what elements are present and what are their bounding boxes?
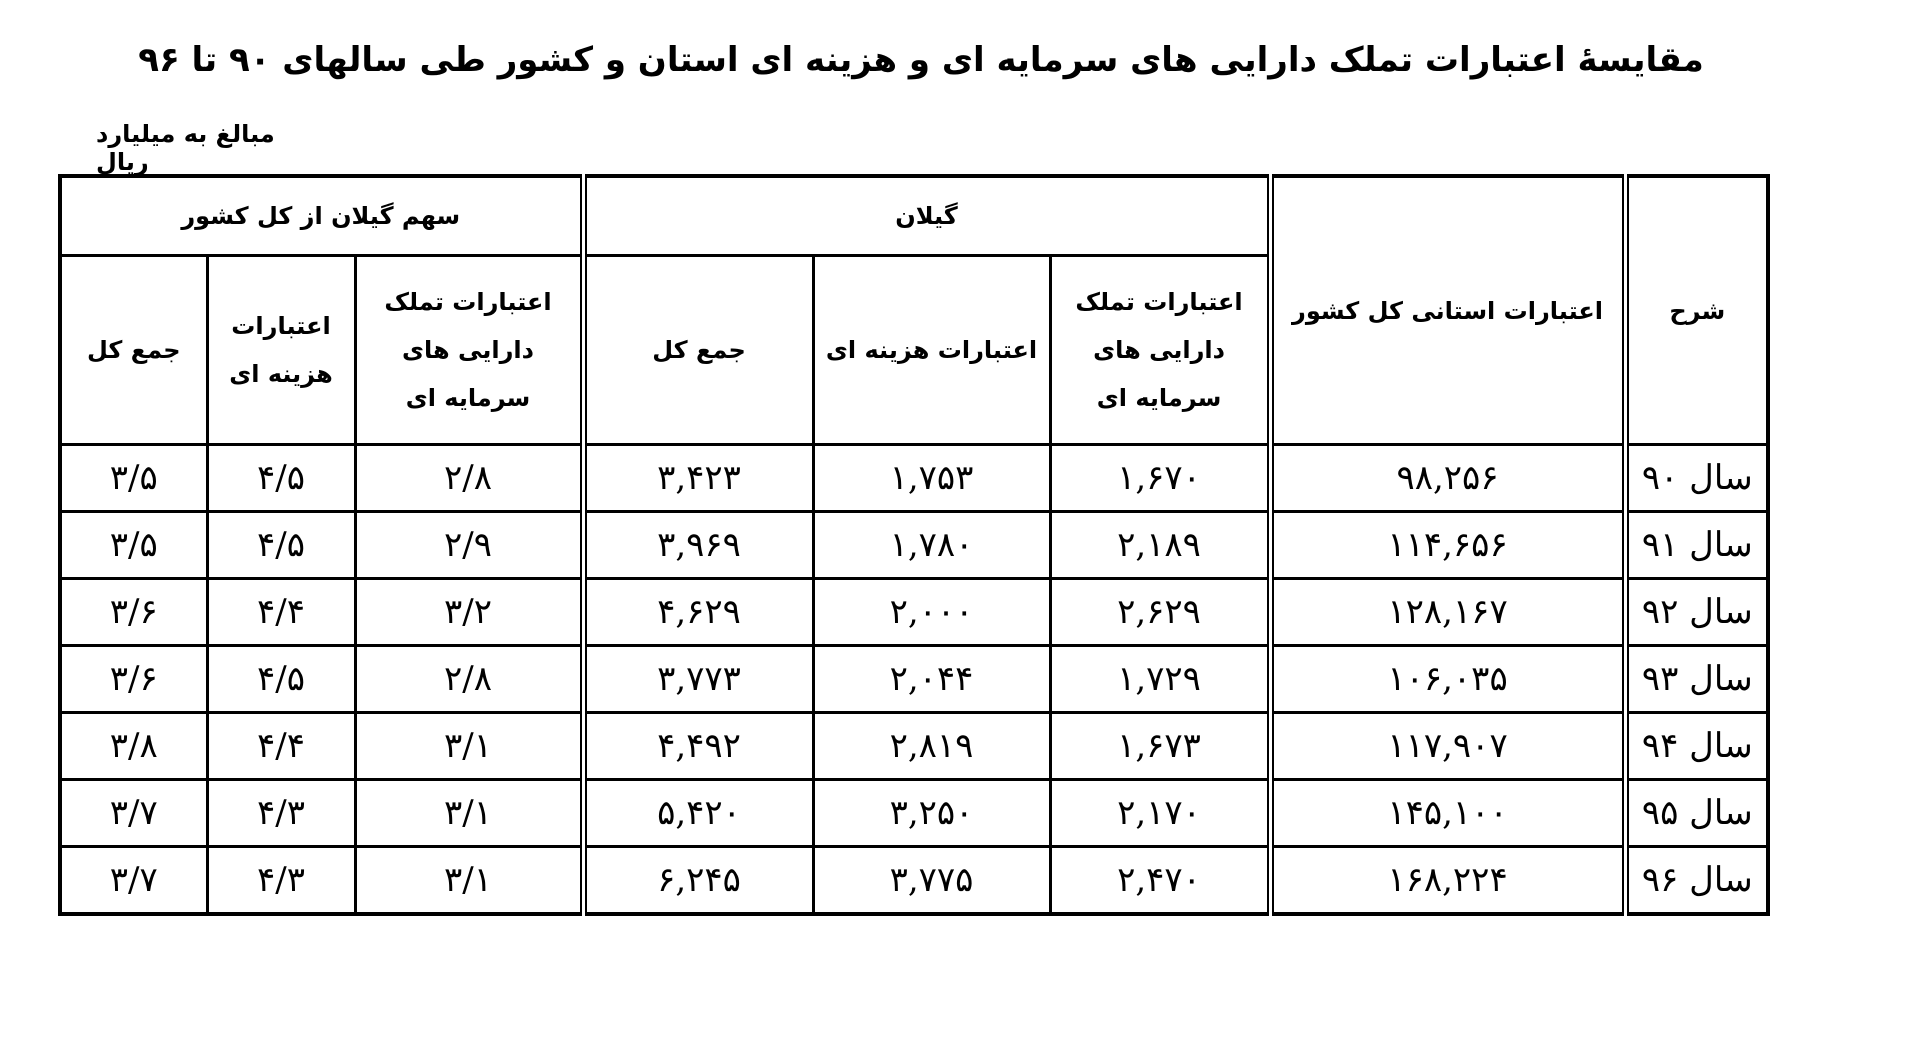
cell-national: ۱۴۵,۱۰۰ [1270,780,1625,847]
header-share-current: اعتبارات هزینه ای [207,256,355,445]
cell-current: ۳,۲۵۰ [813,780,1050,847]
cell-capital: ۱,۶۷۰ [1050,445,1270,512]
cell-total: ۴,۶۲۹ [583,579,813,646]
cell-capital: ۱,۷۲۹ [1050,646,1270,713]
cell-share-total: ۳/۵ [60,445,207,512]
table-row [60,512,1768,579]
cell-capital: ۲,۱۷۰ [1050,780,1270,847]
cell-share-capital: ۳/۲ [355,579,583,646]
cell-share-capital: ۳/۱ [355,780,583,847]
cell-share-total: ۳/۸ [60,713,207,780]
table-row [60,713,1768,780]
cell-share-capital: ۲/۸ [355,646,583,713]
table-row [60,445,1768,512]
cell-share-current: ۴/۳ [207,847,355,915]
cell-national: ۹۸,۲۵۶ [1270,445,1625,512]
cell-share-total: ۳/۶ [60,579,207,646]
cell-capital: ۱,۶۷۳ [1050,713,1270,780]
header-gilan-capital: اعتبارات تملک دارایی های سرمایه ای [1050,256,1270,445]
header-national-total: اعتبارات استانی کل کشور [1270,176,1625,445]
header-description: شرح [1625,176,1768,445]
header-gilan-group: گیلان [583,176,1270,256]
cell-share-total: ۳/۶ [60,646,207,713]
header-share-capital: اعتبارات تملک دارایی های سرمایه ای [355,256,583,445]
cell-current: ۲,۰۰۰ [813,579,1050,646]
header-share-total: جمع کل [60,256,207,445]
table-row [60,847,1768,915]
cell-total: ۵,۴۲۰ [583,780,813,847]
cell-share-capital: ۲/۸ [355,445,583,512]
cell-total: ۳,۷۷۳ [583,646,813,713]
cell-current: ۱,۷۵۳ [813,445,1050,512]
cell-year: سال ۹۳ [1625,646,1768,713]
cell-current: ۱,۷۸۰ [813,512,1050,579]
cell-current: ۳,۷۷۵ [813,847,1050,915]
header-gilan-total: جمع کل [583,256,813,445]
cell-share-current: ۴/۵ [207,512,355,579]
cell-capital: ۲,۶۲۹ [1050,579,1270,646]
cell-year: سال ۹۲ [1625,579,1768,646]
cell-share-current: ۴/۴ [207,713,355,780]
cell-year: سال ۹۰ [1625,445,1768,512]
cell-capital: ۲,۱۸۹ [1050,512,1270,579]
cell-total: ۳,۴۲۳ [583,445,813,512]
unit-note: مبالغ به میلیارد ریال [96,120,275,176]
cell-national: ۱۱۷,۹۰۷ [1270,713,1625,780]
cell-year: سال ۹۴ [1625,713,1768,780]
cell-national: ۱۰۶,۰۳۵ [1270,646,1625,713]
cell-share-current: ۴/۳ [207,780,355,847]
cell-share-capital: ۳/۱ [355,713,583,780]
cell-national: ۱۲۸,۱۶۷ [1270,579,1625,646]
cell-total: ۶,۲۴۵ [583,847,813,915]
header-gilan-current: اعتبارات هزینه ای [813,256,1050,445]
cell-current: ۲,۰۴۴ [813,646,1050,713]
cell-share-current: ۴/۴ [207,579,355,646]
cell-share-current: ۴/۵ [207,646,355,713]
credits-table [58,174,1770,916]
table-row [60,646,1768,713]
cell-share-total: ۳/۷ [60,780,207,847]
cell-total: ۴,۴۹۲ [583,713,813,780]
cell-total: ۳,۹۶۹ [583,512,813,579]
page-title: مقایسهٔ اعتبارات تملک دارایی های سرمایه ای و هزینه ای استان و کشور طی سالهای ۹۰ تا ۹۶ [138,40,1704,80]
table-body [60,445,1768,915]
cell-share-current: ۴/۵ [207,445,355,512]
cell-national: ۱۶۸,۲۲۴ [1270,847,1625,915]
cell-current: ۲,۸۱۹ [813,713,1050,780]
cell-national: ۱۱۴,۶۵۶ [1270,512,1625,579]
cell-year: سال ۹۶ [1625,847,1768,915]
header-share-group: سهم گیلان از کل کشور [60,176,583,256]
cell-year: سال ۹۵ [1625,780,1768,847]
cell-capital: ۲,۴۷۰ [1050,847,1270,915]
cell-share-capital: ۳/۱ [355,847,583,915]
cell-share-total: ۳/۷ [60,847,207,915]
table-row [60,780,1768,847]
cell-share-capital: ۲/۹ [355,512,583,579]
cell-share-total: ۳/۵ [60,512,207,579]
table-header-group-row [60,176,1768,256]
table-row [60,579,1768,646]
cell-year: سال ۹۱ [1625,512,1768,579]
